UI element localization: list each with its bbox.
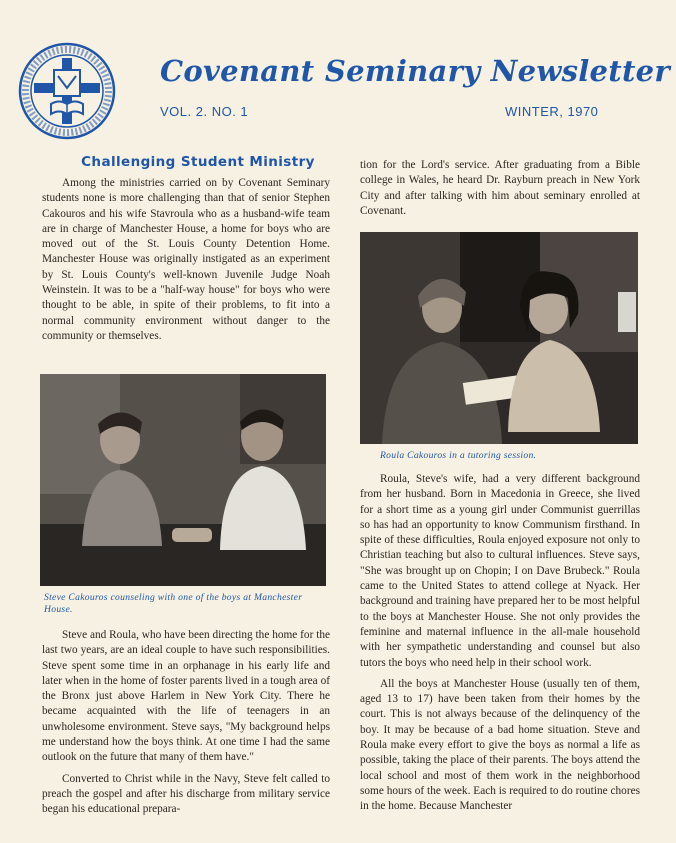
paragraph-roula: Roula, Steve's wife, had a very different background from her husband. Born in Macedonia in Greece, she lived for a short time as a young girl under Communist guerrillas so has had an opportunity to know Communism firsthand. In spite of these difficulties, Roula enjoyed exposure not only to Christian teaching but also to cultural influences. Steve says, "She was brought up on Chopin; I on Dave Brubeck." Roula came to the United States to attend college at Nyack. Her background and training have prepared her to be most helpful to the boys at Manchester House. She not only provides the feminine and maternal influence in the all-male household with her sympathetic understanding and counsel but also tutors the boys who need help in their school work. xyxy=(360,473,640,669)
paragraph-conversion: Converted to Christ while in the Navy, Steve felt called to preach the gospel and after his discharge from military service began his educational prepara- xyxy=(42,772,330,816)
article-column2-bottom xyxy=(360,472,640,815)
article-column1-bottom xyxy=(42,628,330,818)
article-column2-top xyxy=(360,158,640,219)
article-heading: Challenging Student Ministry xyxy=(81,154,315,170)
seminary-seal-logo xyxy=(18,42,116,140)
photo-counseling xyxy=(40,374,326,586)
photo-tutoring xyxy=(360,232,638,444)
paragraph-boys: All the boys at Manchester House (usually ten of them, aged 13 to 17) have been taken from their homes by the court. This is not always because of the delinquency of the boy. It may be because of a bad home situation. Steve and Roula make every effort to give the boys as normal a life as possible, taking the place of their parents. The boys attend the local school and most of them work in the neighborhood some hours of the week. Each is required to do routine chores in the home. Because Manchester xyxy=(360,677,640,813)
issue-season: WINTER, 1970 xyxy=(505,104,599,119)
photo1-caption: Steve Cakouros counseling with one of the boys at Manchester House. xyxy=(44,592,303,615)
newsletter-title: Covenant Seminary Newsletter xyxy=(160,54,671,88)
photo2-caption: Roula Cakouros in a tutoring session. xyxy=(380,450,537,461)
volume-number: VOL. 2. NO. 1 xyxy=(160,104,249,119)
paragraph-continued: tion for the Lord's service. After graduating from a Bible college in Wales, he heard Dr. Rayburn preach in New York City and after talking with him about seminary enrolled at Covenant. xyxy=(360,159,640,217)
paragraph-background: Steve and Roula, who have been directing the home for the last two years, are an ideal couple to have such responsibilities. Steve spent some time in an orphanage in his early life and later when in the home of foster parents lived in a tough area of the Bronx just above Harlem in New York City. There he became acquainted with the life of teenagers in an unwholesome environment. Steve says, "My background helps me understand how the boys think. At one time I had the same outlook on the future that many of them have." xyxy=(42,629,330,764)
intro-paragraph: Among the ministries carried on by Covenant Seminary students none is more challenging than that of senior Stephen Cakouros and his wife Stavroula who as a husband-wife team are in charge of Manchester House, a home for boys who are moved out of the St. Louis County Detention Home. Manchester House was originally instigated as an experiment by St. Louis County's well-known Juvenile Judge Noah Weinstein. It was to be a "half-way house" for boys who were thought to be able, in spite of their problems, to fit into a normal community environment without danger to the community or themselves. xyxy=(42,177,330,342)
article-intro xyxy=(42,176,330,344)
